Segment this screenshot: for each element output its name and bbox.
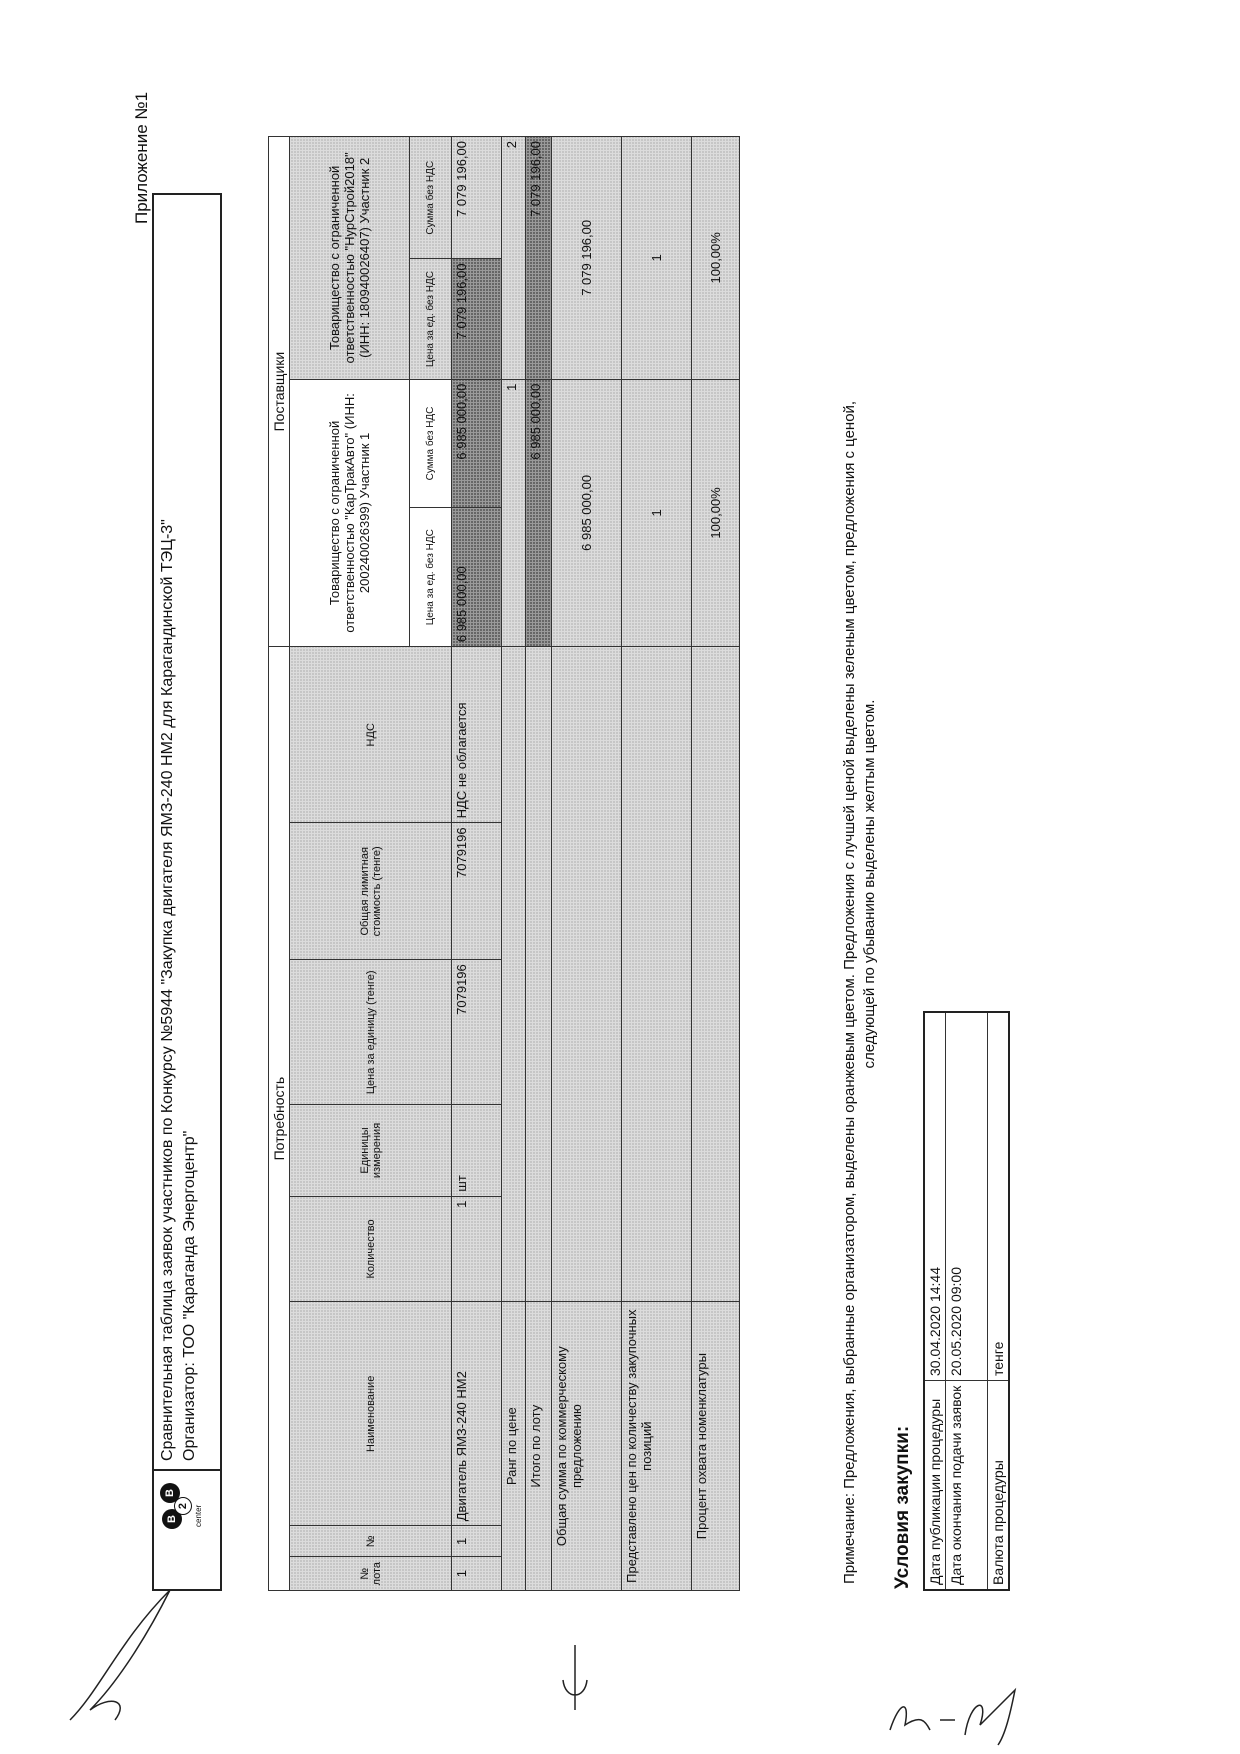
col-total: Общая лимитная стоимость (тенге) [290, 823, 452, 960]
cond-value: тенге [988, 1012, 1010, 1381]
row-name: Двигатель ЯМЗ-240 НМ2 [452, 1302, 502, 1526]
table-row [988, 1012, 1010, 1590]
signature-3 [880, 1680, 1030, 1750]
rank-s2: 2 [502, 137, 526, 380]
rank-label: Ранг по цене [502, 1302, 526, 1591]
table-row [452, 137, 502, 1591]
lot-total-s1: 6 985 000,00 [526, 379, 552, 646]
table-row [502, 137, 526, 1591]
table-row [526, 137, 552, 1591]
offer-total-s2: 7 079 196,00 [552, 137, 622, 380]
row-s1-price: 6 985 000,00 [452, 508, 502, 647]
logo [154, 1469, 220, 1589]
cond-label: Валюта процедуры [988, 1381, 1010, 1591]
s2-price-header: Цена за ед. без НДС [410, 259, 452, 379]
rank-s1: 1 [502, 379, 526, 646]
s2-sum-header: Сумма без НДС [410, 137, 452, 259]
row-qty: 1 [452, 1196, 502, 1302]
col-qty: Количество [290, 1196, 452, 1302]
table-row [946, 1012, 988, 1590]
row-unit-price: 7079196 [452, 960, 502, 1105]
row-s1-sum: 6 985 000,00 [452, 379, 502, 508]
col-vat: НДС [290, 647, 452, 823]
row-lot: 1 [452, 1557, 502, 1591]
coverage-label: Процент охвата номенклатуры [692, 1302, 740, 1591]
cond-label: Дата окончания подачи заявок [946, 1381, 988, 1591]
header-text [158, 211, 200, 1461]
coverage-s2: 100,00% [692, 137, 740, 380]
note [840, 184, 880, 1584]
row-total: 7079196 [452, 823, 502, 960]
conditions-title: Условия закупки: [892, 1425, 913, 1589]
signature-2 [555, 1640, 595, 1720]
table-row [622, 137, 692, 1591]
table-row [924, 1012, 946, 1590]
cond-value: 30.04.2020 14:44 [924, 1012, 946, 1381]
col-no: № [290, 1526, 452, 1557]
lot-total-label: Итого по лоту [526, 1302, 552, 1591]
coverage-s1: 100,00% [692, 379, 740, 646]
table-row [692, 137, 740, 1591]
page-title: Сравнительная таблица заявок участников по Конкурсу №5944 "Закупка двигателя ЯМЗ-240 НМ2 для Карагандинской ТЭЦ-3" [159, 519, 176, 1461]
col-lot-no: № лота [290, 1557, 452, 1591]
row-s2-sum: 7 079 196,00 [452, 137, 502, 259]
positions-s1: 1 [622, 379, 692, 646]
logo-letter-b2: B [160, 1483, 180, 1503]
positions-label: Представлено цен по количеству закупочных позиций [622, 1302, 692, 1591]
cond-label: Дата публикации процедуры [924, 1381, 946, 1591]
col-name: Наименование [290, 1302, 452, 1526]
row-s2-price: 7 079 196,00 [452, 259, 502, 379]
comparison-table [268, 136, 740, 1591]
lot-total-s2: 7 079 196,00 [526, 137, 552, 380]
logo-letter-2: 2 [174, 1497, 192, 1515]
organizer: Организатор: ТОО "Караганда Энергоцентр" [181, 1130, 198, 1461]
group-need: Потребность [269, 647, 290, 1591]
logo-sub: center [194, 1504, 203, 1527]
supplier-2: Товарищество с ограниченной ответственностью "НурСтрой2018" (ИНН: 180940026407) Участник 2 [290, 137, 410, 380]
offer-total-label: Общая сумма по коммерческому предложению [552, 1302, 622, 1591]
supplier-1: Товарищество с ограниченной ответственностью "КарТракАвто" (ИНН: 200240026399) Участник 1 [290, 379, 410, 646]
signature-1 [60, 1580, 200, 1730]
conditions-table [923, 1011, 1010, 1591]
positions-s2: 1 [622, 137, 692, 380]
s1-price-header: Цена за ед. без НДС [410, 508, 452, 647]
offer-total-s1: 6 985 000,00 [552, 379, 622, 646]
col-unit-price: Цена за единицу (тенге) [290, 960, 452, 1105]
col-unit: Единицы измерения [290, 1105, 452, 1196]
row-unit: шт [452, 1105, 502, 1196]
logo-letter-b1: B [162, 1509, 182, 1529]
table-row [552, 137, 622, 1591]
note-line-2: следующей по убыванию выделены желтым цветом. [861, 699, 878, 1069]
group-suppliers: Поставщики [269, 137, 290, 647]
appendix-label: Приложение №1 [132, 91, 151, 224]
header-box [152, 193, 222, 1591]
cond-value: 20.05.2020 09:00 [946, 1012, 988, 1381]
row-vat: НДС не облагается [452, 647, 502, 823]
row-no: 1 [452, 1526, 502, 1557]
s1-sum-header: Сумма без НДС [410, 379, 452, 508]
note-line-1: Примечание: Предложения, выбранные организатором, выделены оранжевым цветом. Предложения с лучшей ценой выделены зеленым цветом, предложения с ценой, [841, 400, 858, 1584]
